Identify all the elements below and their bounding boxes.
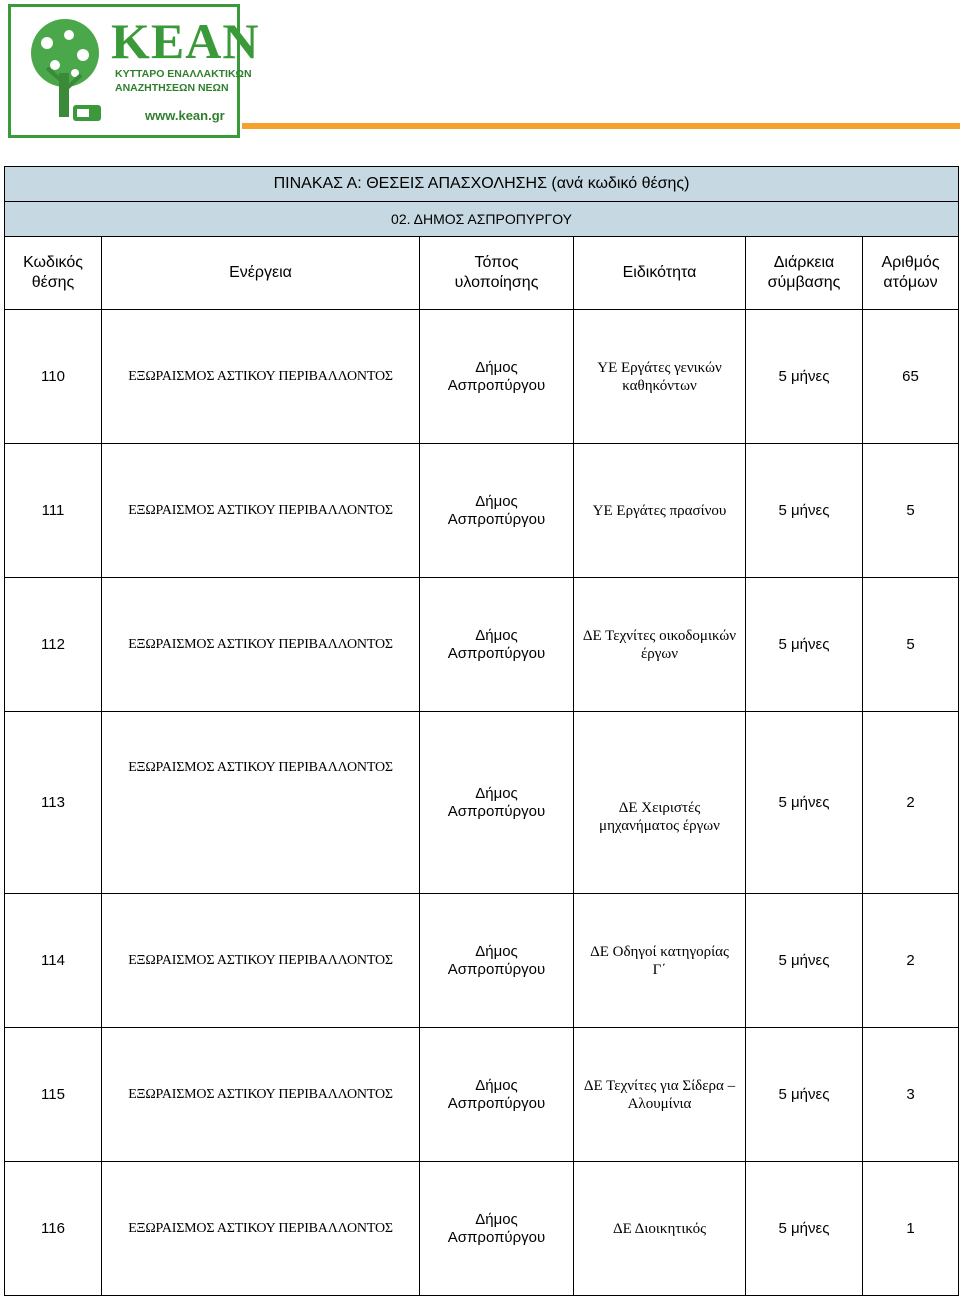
header-divider [242,123,960,129]
cell-count: 2 [863,712,959,894]
header-place-line1: Τόπος [474,254,519,271]
cell-duration: 5 μήνες [746,578,863,712]
cell-specialty [574,712,746,894]
table-row [5,578,959,712]
header-specialty: Ειδικότητα [574,237,746,310]
header-duration [746,237,863,310]
place-line2: Ασπροπύργου [447,644,546,662]
table-title-row [5,167,959,202]
cell-action: ΕΞΩΡΑΙΣΜΟΣ ΑΣΤΙΚΟΥ ΠΕΡΙΒΑΛΛΟΝΤΟΣ [102,1162,420,1296]
spec-line2: Γ΄ [652,961,667,978]
spec-line1: ΔΕ Τεχνίτες οικοδομικών [582,627,737,644]
cell-place [420,1028,574,1162]
cell-place [420,712,574,894]
table-row [5,894,959,1028]
header-code [5,237,102,310]
header-duration-line1: Διάρκεια [773,254,835,271]
logo-subtitle-line2: ΑΝΑΖΗΤΗΣΕΩΝ ΝΕΩΝ [115,82,229,94]
cell-code: 111 [5,444,102,578]
cell-count: 2 [863,894,959,1028]
logo-subtitle [115,67,252,95]
place-line2: Ασπροπύργου [447,1094,546,1112]
table-row [5,444,959,578]
cell-action: ΕΞΩΡΑΙΣΜΟΣ ΑΣΤΙΚΟΥ ΠΕΡΙΒΑΛΛΟΝΤΟΣ [102,894,420,1028]
cell-place [420,894,574,1028]
cell-specialty [574,444,746,578]
cell-count: 5 [863,578,959,712]
table-title: ΠΙΝΑΚΑΣ Α: ΘΕΣΕΙΣ ΑΠΑΣΧΟΛΗΣΗΣ (ανά κωδικό θέσης) [5,167,959,202]
logo-name: KEAN [111,13,260,69]
spec-line2: Αλουμίνια [627,1095,692,1112]
cell-code: 115 [5,1028,102,1162]
cell-action: ΕΞΩΡΑΙΣΜΟΣ ΑΣΤΙΚΟΥ ΠΕΡΙΒΑΛΛΟΝΤΟΣ [102,712,420,894]
table-subtitle: 02. ΔΗΜΟΣ ΑΣΠΡΟΠΥΡΓΟΥ [5,202,959,237]
cell-action: ΕΞΩΡΑΙΣΜΟΣ ΑΣΤΙΚΟΥ ΠΕΡΙΒΑΛΛΟΝΤΟΣ [102,1028,420,1162]
table-row [5,712,959,894]
place-line1: Δήμος [475,358,518,376]
place-line1: Δήμος [475,1210,518,1228]
spec-line1: ΔΕ Διοικητικός [612,1220,707,1237]
cell-duration: 5 μήνες [746,894,863,1028]
column-header-row [5,237,959,310]
place-line2: Ασπροπύργου [447,510,546,528]
cell-code: 116 [5,1162,102,1296]
place-line1: Δήμος [475,626,518,644]
header-place [420,237,574,310]
header-code-line2: θέσης [31,274,75,291]
cell-count: 3 [863,1028,959,1162]
table-row [5,310,959,444]
spec-line2: έργων [640,645,679,662]
place-line1: Δήμος [475,784,518,802]
positions-table [4,166,959,1296]
cell-specialty [574,1162,746,1296]
kean-logo [8,4,260,138]
cell-duration: 5 μήνες [746,1162,863,1296]
cell-action: ΕΞΩΡΑΙΣΜΟΣ ΑΣΤΙΚΟΥ ΠΕΡΙΒΑΛΛΟΝΤΟΣ [102,310,420,444]
header-count [863,237,959,310]
cell-code: 112 [5,578,102,712]
cell-place [420,444,574,578]
header-place-line2: υλοποίησης [454,274,539,291]
cell-place [420,1162,574,1296]
cell-duration: 5 μήνες [746,712,863,894]
table-subtitle-row [5,202,959,237]
cell-code: 114 [5,894,102,1028]
cell-duration: 5 μήνες [746,310,863,444]
header-code-line1: Κωδικός [23,254,83,271]
place-line1: Δήμος [475,492,518,510]
cell-code: 110 [5,310,102,444]
spec-line1: ΥΕ Εργάτες γενικών [597,359,722,376]
place-line2: Ασπροπύργου [447,1228,546,1246]
place-line1: Δήμος [475,942,518,960]
cell-action: ΕΞΩΡΑΙΣΜΟΣ ΑΣΤΙΚΟΥ ΠΕΡΙΒΑΛΛΟΝΤΟΣ [102,578,420,712]
cell-specialty [574,310,746,444]
cell-place [420,578,574,712]
cell-specialty [574,578,746,712]
place-line2: Ασπροπύργου [447,960,546,978]
cell-action: ΕΞΩΡΑΙΣΜΟΣ ΑΣΤΙΚΟΥ ΠΕΡΙΒΑΛΛΟΝΤΟΣ [102,444,420,578]
header-count-line1: Αριθμός [881,254,940,271]
cell-specialty [574,1028,746,1162]
cell-code: 113 [5,712,102,894]
cell-duration: 5 μήνες [746,1028,863,1162]
cell-duration: 5 μήνες [746,444,863,578]
place-line2: Ασπροπύργου [447,376,546,394]
spec-line1: ΔΕ Χειριστές [618,799,701,816]
spec-line2: καθηκόντων [622,377,697,394]
logo-url: www.kean.gr [145,108,225,123]
header-duration-line2: σύμβασης [767,274,841,291]
tree-icon [17,13,113,133]
spec-line1: ΥΕ Εργάτες πρασίνου [592,502,727,519]
table-row [5,1028,959,1162]
cell-count: 1 [863,1162,959,1296]
spec-line2: μηχανήματος έργων [599,817,720,834]
header-count-line2: ατόμων [883,274,938,291]
spec-line1: ΔΕ Τεχνίτες για Σίδερα – [583,1077,736,1094]
place-line1: Δήμος [475,1076,518,1094]
cell-place [420,310,574,444]
header-action: Ενέργεια [102,237,420,310]
logo-subtitle-line1: ΚΥΤΤΑΡΟ ΕΝΑΛΛΑΚΤΙΚΩΝ [115,68,252,80]
table-row [5,1162,959,1296]
place-line2: Ασπροπύργου [447,802,546,820]
cell-specialty [574,894,746,1028]
cell-count: 5 [863,444,959,578]
spec-line1: ΔΕ Οδηγοί κατηγορίας [590,943,729,960]
cell-count: 65 [863,310,959,444]
